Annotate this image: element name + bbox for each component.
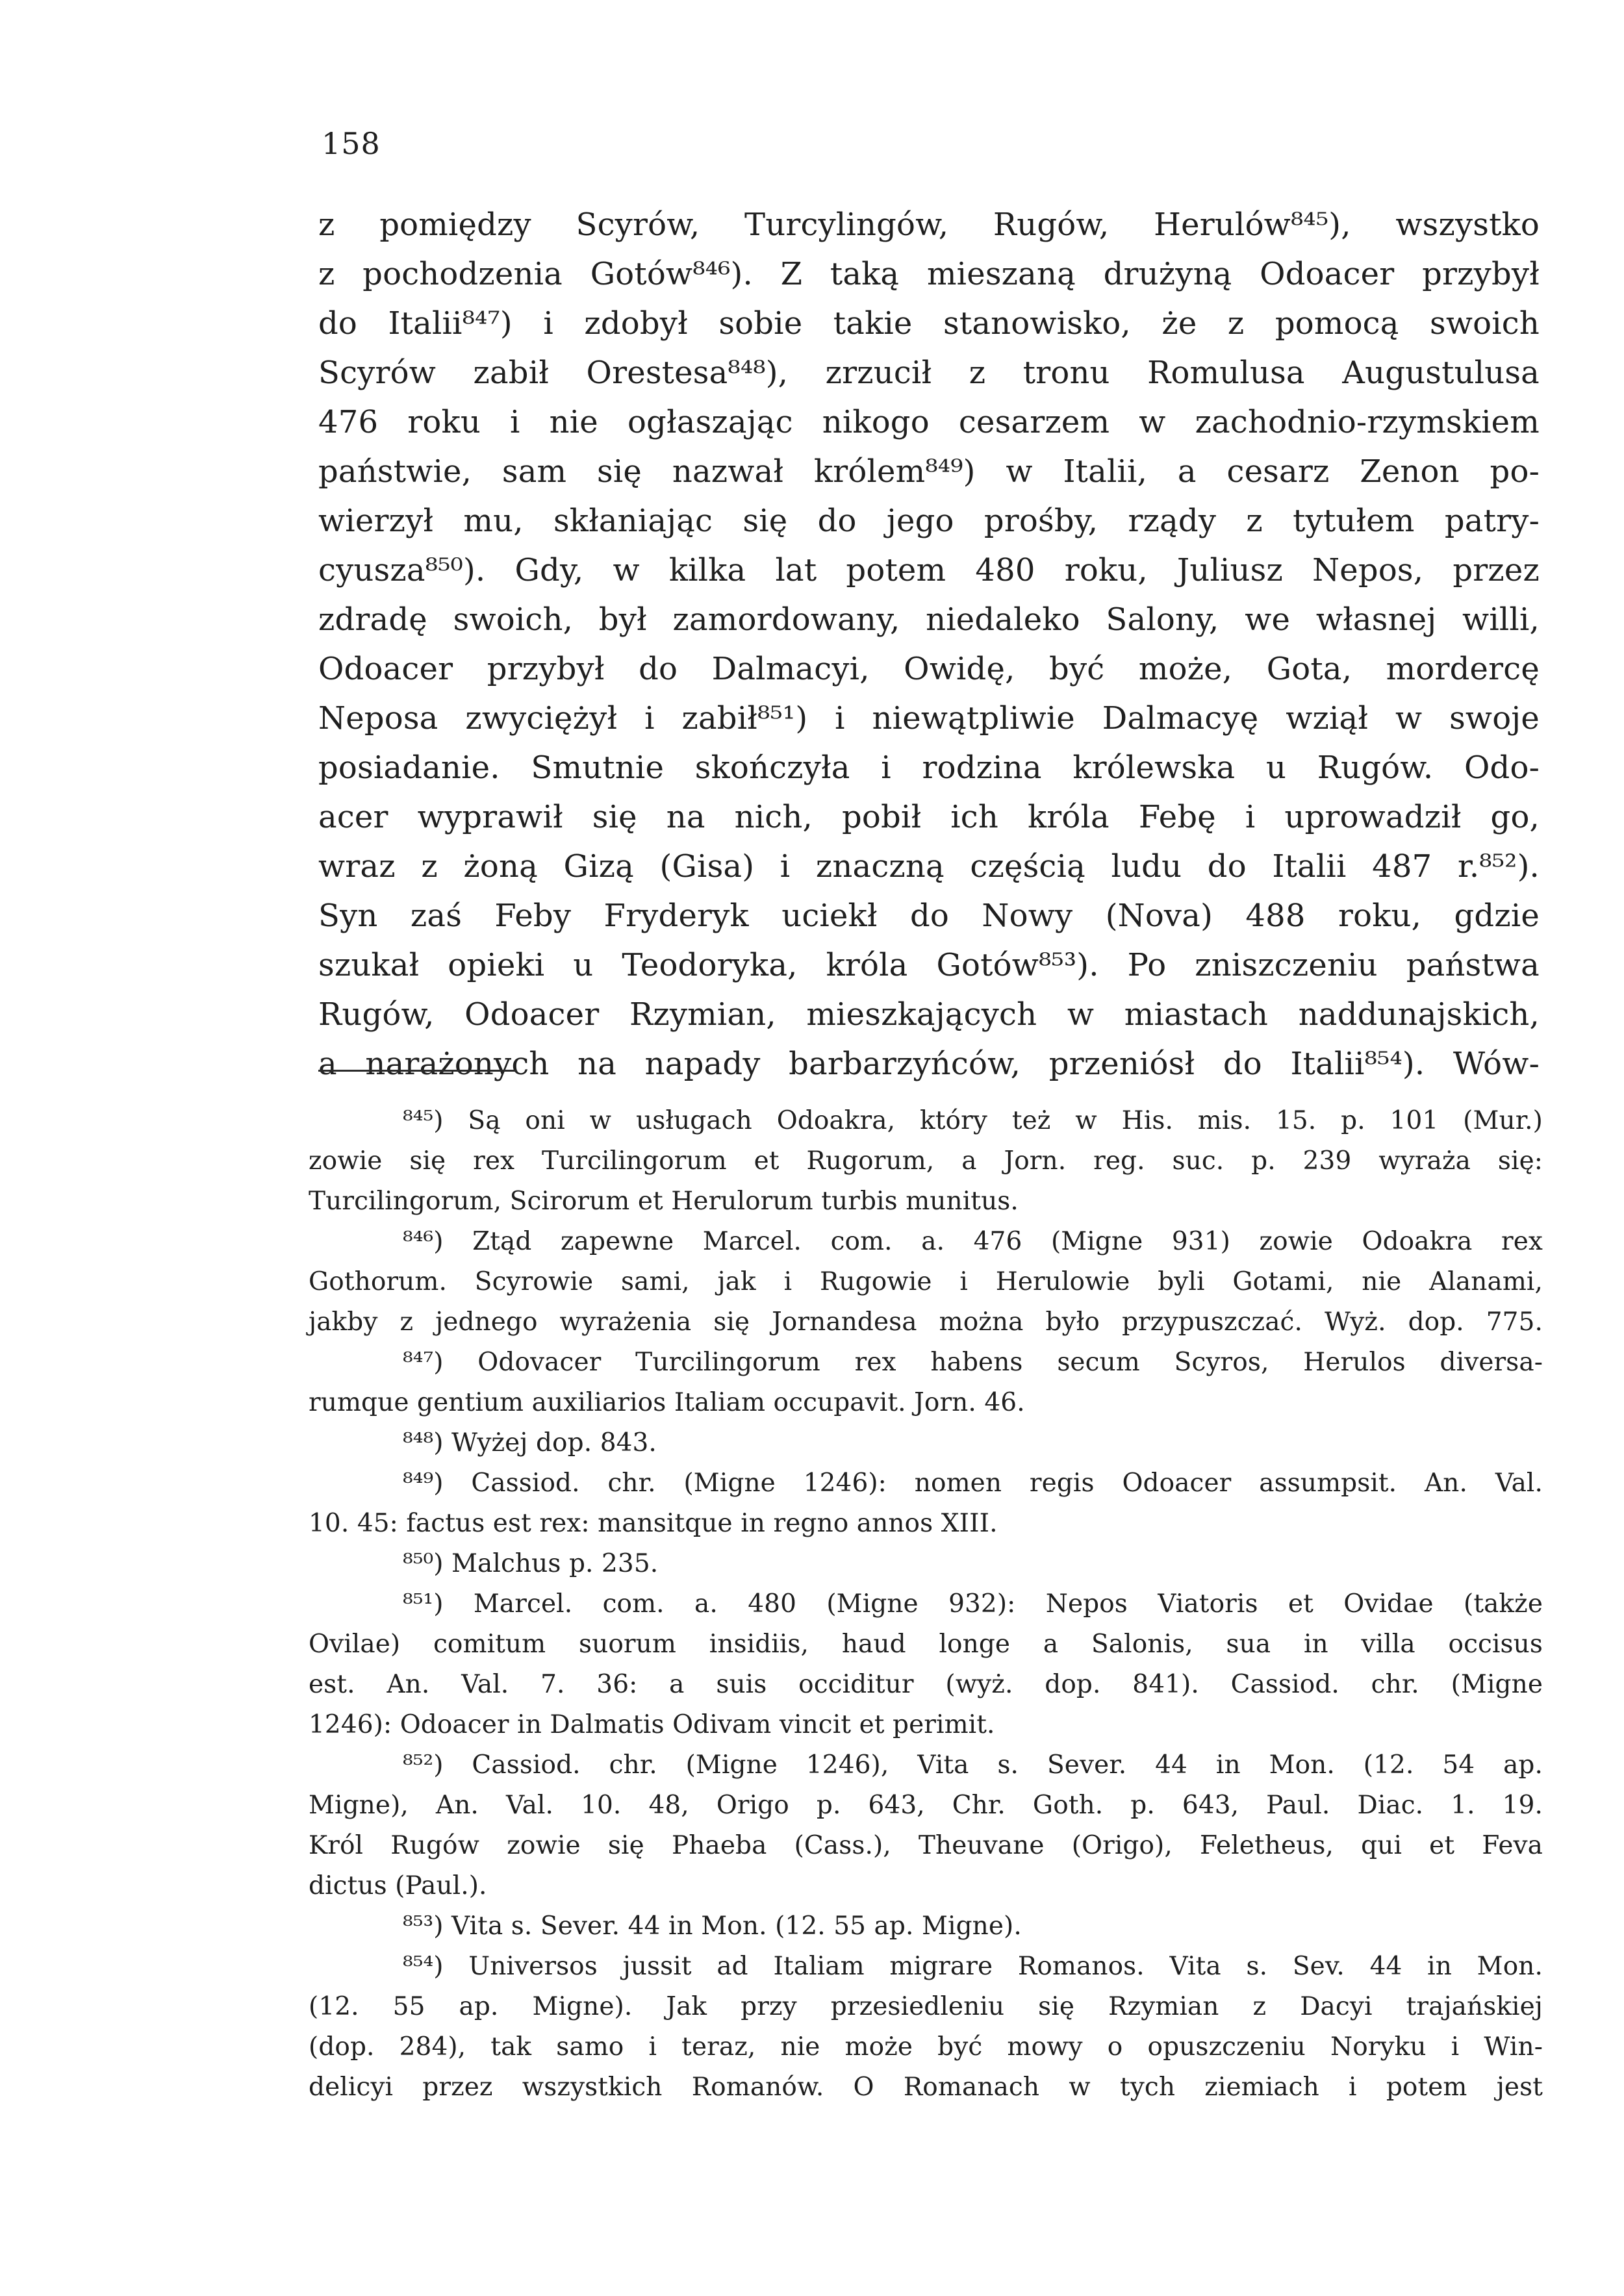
footnote-line: ⁸⁵³) Vita s. Sever. 44 in Mon. (12. 55 ap. Migne). bbox=[403, 1911, 1022, 1941]
main-text-line: Neposa zwyciężył i zabił⁸⁵¹) i niewątpliwie Dalmacyę wziął w swoje bbox=[318, 700, 1540, 737]
footnote-line: ⁸⁴⁹) Cassiod. chr. (Migne 1246): nomen regis Odoacer assumpsit. An. Val. bbox=[403, 1469, 1543, 1498]
footnote-line: jakby z jednego wyrażenia się Jornandesa można było przypuszczać. Wyż. dop. 775. bbox=[309, 1307, 1543, 1337]
footnote-line: Turcilingorum, Scirorum et Herulorum turbis munitus. bbox=[309, 1187, 1019, 1216]
main-text-line: posiadanie. Smutnie skończyła i rodzina królewska u Rugów. Odo- bbox=[318, 750, 1540, 786]
footnote-line: delicyi przez wszystkich Romanów. O Romanach w tych ziemiach i potem jest bbox=[309, 2073, 1543, 2102]
footnote-separator bbox=[318, 1070, 516, 1072]
footnotes bbox=[309, 1101, 1543, 2108]
main-text-line: szukał opieki u Teodoryka, króla Gotów⁸⁵³). Po zniszczeniu państwa bbox=[318, 947, 1540, 983]
main-text-line: Odoacer przybył do Dalmacyi, Owidę, być może, Gota, mordercę bbox=[318, 651, 1540, 687]
footnote-line: rumque gentium auxiliarios Italiam occupavit. Jorn. 46. bbox=[309, 1388, 1025, 1417]
main-text-line: z pochodzenia Gotów⁸⁴⁶). Z taką mieszaną drużyną Odoacer przybył bbox=[318, 256, 1540, 292]
main-text-line: Scyrów zabił Orestesa⁸⁴⁸), zrzucił z tronu Romulusa Augustulusa bbox=[318, 355, 1540, 391]
footnote-line: (12. 55 ap. Migne). Jak przy przesiedleniu się Rzymian z Dacyi trajańskiej bbox=[309, 1992, 1543, 2021]
footnote-line: zowie się rex Turcilingorum et Rugorum, a Jorn. reg. suc. p. 239 wyraża się: bbox=[309, 1146, 1543, 1176]
footnote-line: Migne), An. Val. 10. 48, Origo p. 643, Chr. Goth. p. 643, Paul. Diac. 1. 19. bbox=[309, 1791, 1543, 1820]
footnote-line: ⁸⁵⁰) Malchus p. 235. bbox=[403, 1549, 659, 1578]
main-text-line: wraz z żoną Gizą (Gisa) i znaczną częścią ludu do Italii 487 r.⁸⁵²). bbox=[318, 848, 1540, 885]
main-text-line: wierzył mu, skłaniając się do jego prośby, rządy z tytułem patry- bbox=[318, 503, 1540, 539]
main-text bbox=[318, 200, 1540, 1089]
page-number: 158 bbox=[322, 126, 381, 161]
footnote-line: Król Rugów zowie się Phaeba (Cass.), Theuvane (Origo), Feletheus, qui et Feva bbox=[309, 1831, 1543, 1860]
main-text-line: a narażonych na napady barbarzyńców, przeniósł do Italii⁸⁵⁴). Wów- bbox=[318, 1046, 1540, 1082]
footnote-line: dictus (Paul.). bbox=[309, 1871, 487, 1900]
main-text-line: acer wyprawił się na nich, pobił ich króla Febę i uprowadził go, bbox=[318, 799, 1540, 835]
footnote-line: ⁸⁵²) Cassiod. chr. (Migne 1246), Vita s. Sever. 44 in Mon. (12. 54 ap. bbox=[403, 1750, 1543, 1780]
main-text-line: 476 roku i nie ogłaszając nikogo cesarzem w zachodnio-rzymskiem bbox=[318, 404, 1540, 440]
footnote-line: Gothorum. Scyrowie sami, jak i Rugowie i Herulowie byli Gotami, nie Alanami, bbox=[309, 1267, 1543, 1296]
footnote-line: 1246): Odoacer in Dalmatis Odivam vincit et perimit. bbox=[309, 1710, 995, 1739]
footnote-line: ⁸⁴⁷) Odovacer Turcilingorum rex habens secum Scyros, Herulos diversa- bbox=[403, 1348, 1543, 1377]
footnote-line: Ovilae) comitum suorum insidiis, haud longe a Salonis, sua in villa occisus bbox=[309, 1630, 1543, 1659]
main-text-line: z pomiędzy Scyrów, Turcylingów, Rugów, Herulów⁸⁴⁵), wszystko bbox=[318, 207, 1540, 243]
main-text-line: Rugów, Odoacer Rzymian, mieszkających w miastach naddunajskich, bbox=[318, 996, 1540, 1033]
main-text-line: cyusza⁸⁵⁰). Gdy, w kilka lat potem 480 roku, Juliusz Nepos, przez bbox=[318, 552, 1540, 588]
footnote-line: 10. 45: factus est rex: mansitque in regno annos XIII. bbox=[309, 1509, 998, 1538]
footnote-line: (dop. 284), tak samo i teraz, nie może być mowy o opuszczeniu Noryku i Win- bbox=[309, 2032, 1543, 2062]
main-text-line: państwie, sam się nazwał królem⁸⁴⁹) w Italii, a cesarz Zenon po- bbox=[318, 453, 1540, 490]
footnote-line: ⁸⁴⁶) Ztąd zapewne Marcel. com. a. 476 (Migne 931) zowie Odoakra rex bbox=[403, 1227, 1543, 1256]
main-text-line: zdradę swoich, był zamordowany, niedaleko Salony, we własnej willi, bbox=[318, 601, 1540, 638]
main-text-line: do Italii⁸⁴⁷) i zdobył sobie takie stanowisko, że z pomocą swoich bbox=[318, 305, 1540, 342]
footnote-line: ⁸⁵⁴) Universos jussit ad Italiam migrare Romanos. Vita s. Sev. 44 in Mon. bbox=[403, 1952, 1543, 1981]
footnote-line: ⁸⁴⁸) Wyżej dop. 843. bbox=[403, 1428, 657, 1457]
footnote-line: ⁸⁵¹) Marcel. com. a. 480 (Migne 932): Nepos Viatoris et Ovidae (także bbox=[403, 1589, 1543, 1619]
main-text-line: Syn zaś Feby Fryderyk uciekł do Nowy (Nova) 488 roku, gdzie bbox=[318, 898, 1540, 934]
footnote-line: est. An. Val. 7. 36: a suis occiditur (wyż. dop. 841). Cassiod. chr. (Migne bbox=[309, 1670, 1543, 1699]
footnote-line: ⁸⁴⁵) Są oni w usługach Odoakra, który też w His. mis. 15. p. 101 (Mur.) bbox=[403, 1106, 1543, 1135]
